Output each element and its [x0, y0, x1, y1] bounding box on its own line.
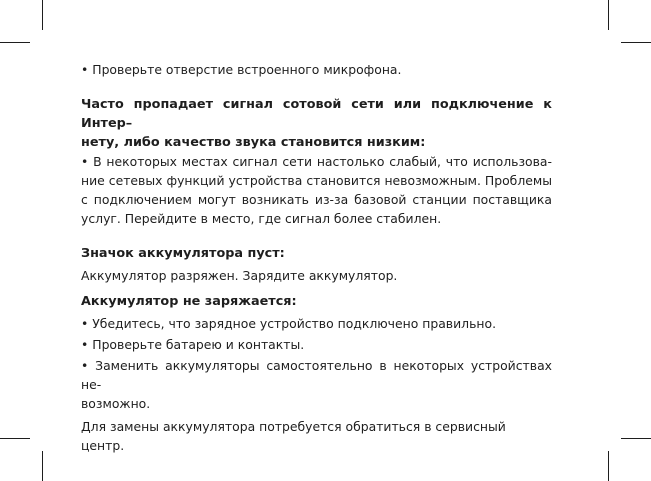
signal-loss-heading — [81, 95, 552, 152]
crop-mark-top-right-horizontal — [621, 42, 651, 43]
signal-loss-body-line-3: с подключением могут возникать из-за базовой станции поставщика — [81, 192, 552, 207]
crop-mark-bottom-left-horizontal — [0, 438, 30, 439]
service-center-note: Для замены аккумулятора потребуется обратиться в сервисный центр. — [81, 419, 506, 453]
not-charging-item: • Проверьте батарею и контакты. — [81, 337, 305, 352]
signal-loss-heading-line-2: нету, либо качество звука становится низким: — [81, 135, 426, 150]
signal-loss-body — [81, 152, 552, 228]
battery-empty-heading: Значок аккумулятора пуст: — [81, 246, 285, 261]
crop-mark-top-left-horizontal — [0, 42, 30, 43]
replace-battery-note-line-2: возможно. — [81, 396, 151, 411]
crop-mark-bottom-left-vertical — [42, 451, 43, 481]
crop-mark-top-left-vertical — [42, 0, 43, 30]
signal-loss-body-line-1: • В некоторых местах сигнал сети настолько слабый, что использова- — [81, 154, 552, 169]
signal-loss-body-line-2: ние сетевых функций устройства становится невозможным. Проблемы — [81, 173, 552, 188]
check-mic-item: • Проверьте отверстие встроенного микрофона. — [81, 62, 402, 77]
replace-battery-note-line-1: • Заменить аккумуляторы самостоятельно в некоторых устройствах не- — [81, 358, 552, 392]
troubleshooting-text — [81, 60, 552, 455]
signal-loss-heading-line-1: Часто пропадает сигнал сотовой сети или подключение к Интер– — [81, 97, 552, 131]
signal-loss-body-line-4: услуг. Перейдите в место, где сигнал более стабилен. — [81, 211, 442, 226]
not-charging-heading: Аккумулятор не заряжается: — [81, 294, 297, 309]
crop-mark-top-right-vertical — [608, 0, 609, 30]
not-charging-item: • Убедитесь, что зарядное устройство подключено правильно. — [81, 316, 497, 331]
replace-battery-note — [81, 356, 552, 413]
crop-mark-bottom-right-horizontal — [621, 438, 651, 439]
battery-empty-body: Аккумулятор разряжен. Зарядите аккумулятор. — [81, 268, 398, 283]
crop-mark-bottom-right-vertical — [608, 451, 609, 481]
